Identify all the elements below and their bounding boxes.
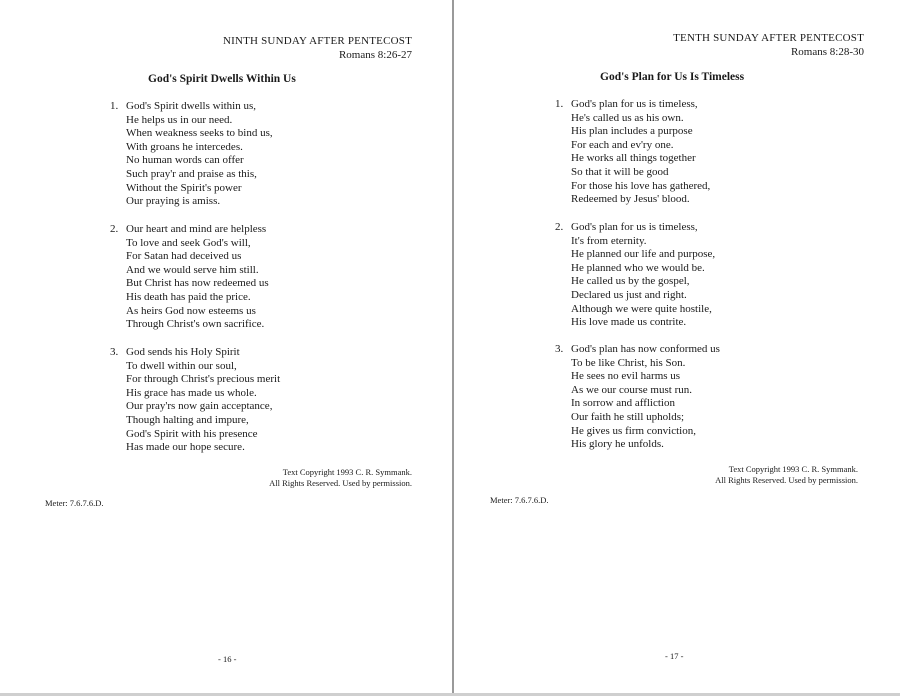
left-page — [0, 0, 448, 696]
scripture-reference: Romans 8:26-27 — [338, 49, 412, 61]
stanza-line: So that it will be good — [571, 165, 669, 178]
stanza-line: God sends his Holy Spirit — [126, 346, 240, 358]
stanza-line: Although we were quite hostile, — [571, 302, 712, 315]
hymn-title: God's Plan for Us Is Timeless — [600, 71, 745, 83]
stanza-line: Though halting and impure, — [126, 413, 249, 426]
stanza-line: It's from eternity. — [571, 234, 647, 247]
stanza-line: Our praying is amiss. — [126, 195, 221, 208]
stanza-line: For those his love has gathered, — [571, 179, 711, 192]
stanza-line: For Satan had deceived us — [126, 250, 242, 263]
stanza-line: And we would serve him still. — [126, 263, 259, 276]
stanza-line: When weakness seeks to bind us, — [126, 127, 273, 140]
stanza-line: His plan includes a purpose — [571, 125, 693, 138]
stanza-line: Redeemed by Jesus' blood. — [571, 193, 690, 206]
stanza-line: His love made us contrite. — [571, 316, 687, 329]
occasion-heading: NINTH SUNDAY AFTER PENTECOST — [222, 35, 412, 47]
stanza-line: God's Spirit with his presence — [126, 427, 258, 440]
stanza-line: With groans he intercedes. — [126, 140, 243, 153]
hymn-title: God's Spirit Dwells Within Us — [148, 73, 296, 85]
permission-line: All Rights Reserved. Used by permission. — [715, 475, 858, 485]
stanza-line: He works all things together — [571, 152, 696, 165]
stanza-line: His death has paid the price. — [126, 290, 251, 303]
stanza-line: No human words can offer — [126, 154, 244, 167]
page-number: - 17 - — [665, 651, 684, 661]
stanza-number: 1. — [555, 98, 564, 110]
scripture-reference: Romans 8:28-30 — [790, 46, 864, 58]
stanza-line: Without the Spirit's power — [126, 181, 242, 194]
stanza-line: He sees no evil harms us — [571, 370, 681, 383]
stanza-line: Has made our hope secure. — [126, 441, 245, 454]
copyright-notice — [269, 467, 412, 489]
stanza-line: God's Spirit dwells within us, — [126, 100, 257, 112]
page-header — [673, 31, 864, 59]
meter-label: Meter: 7.6.7.6.D. — [45, 498, 104, 508]
stanza-line: As heirs God now esteems us — [126, 304, 256, 317]
stanza-line: Our pray'rs now gain acceptance, — [126, 400, 273, 413]
stanza-line: He planned who we would be. — [571, 261, 705, 274]
stanza-line: God's plan for us is timeless, — [571, 221, 698, 233]
stanza-number: 2. — [555, 221, 564, 233]
copyright-line: Text Copyright 1993 C. R. Symmank. — [282, 467, 412, 477]
page-divider — [452, 0, 454, 696]
stanza-line: Such pray'r and praise as this, — [126, 167, 257, 180]
stanza-line: He's called us as his own. — [571, 111, 684, 124]
stanza-line: God's plan for us is timeless, — [571, 98, 698, 110]
stanza-line: His glory he unfolds. — [571, 438, 664, 451]
stanza-number: 2. — [110, 223, 119, 235]
stanza-line: For each and ev'ry one. — [571, 138, 674, 151]
stanza-line: His grace has made us whole. — [126, 386, 257, 399]
copyright-line: Text Copyright 1993 C. R. Symmank. — [728, 464, 858, 474]
stanza-line: To dwell within our soul, — [126, 359, 237, 372]
stanza-number: 1. — [110, 100, 119, 112]
stanza-line: He planned our life and purpose, — [571, 248, 716, 261]
right-page — [452, 0, 900, 696]
stanza-line: Through Christ's own sacrifice. — [126, 318, 265, 331]
stanza-number: 3. — [555, 343, 564, 355]
stanza-line: In sorrow and affliction — [571, 397, 675, 410]
stanza-line: To be like Christ, his Son. — [571, 356, 686, 369]
stanza-line: God's plan has now conformed us — [571, 343, 720, 355]
stanza-line: He called us by the gospel, — [571, 275, 690, 288]
stanza-line: Declared us just and right. — [571, 288, 687, 301]
page-number: - 16 - — [218, 654, 237, 664]
permission-line: All Rights Reserved. Used by permission. — [269, 478, 412, 488]
stanza-number: 3. — [110, 346, 119, 358]
meter-label: Meter: 7.6.7.6.D. — [490, 495, 549, 505]
stanza-line: He gives us firm conviction, — [571, 424, 696, 437]
copyright-notice — [715, 464, 858, 486]
stanza-line: As we our course must run. — [571, 383, 692, 396]
stanza-line: Our heart and mind are helpless — [126, 223, 267, 235]
stanza-line: Our faith he still upholds; — [571, 410, 685, 423]
occasion-heading: TENTH SUNDAY AFTER PENTECOST — [673, 32, 864, 44]
stanza-line: To love and seek God's will, — [126, 236, 251, 249]
stanza-line: He helps us in our need. — [126, 113, 233, 126]
stanza-line: For through Christ's precious merit — [126, 373, 281, 386]
page-header — [223, 34, 412, 62]
stanza-line: But Christ has now redeemed us — [126, 277, 269, 290]
